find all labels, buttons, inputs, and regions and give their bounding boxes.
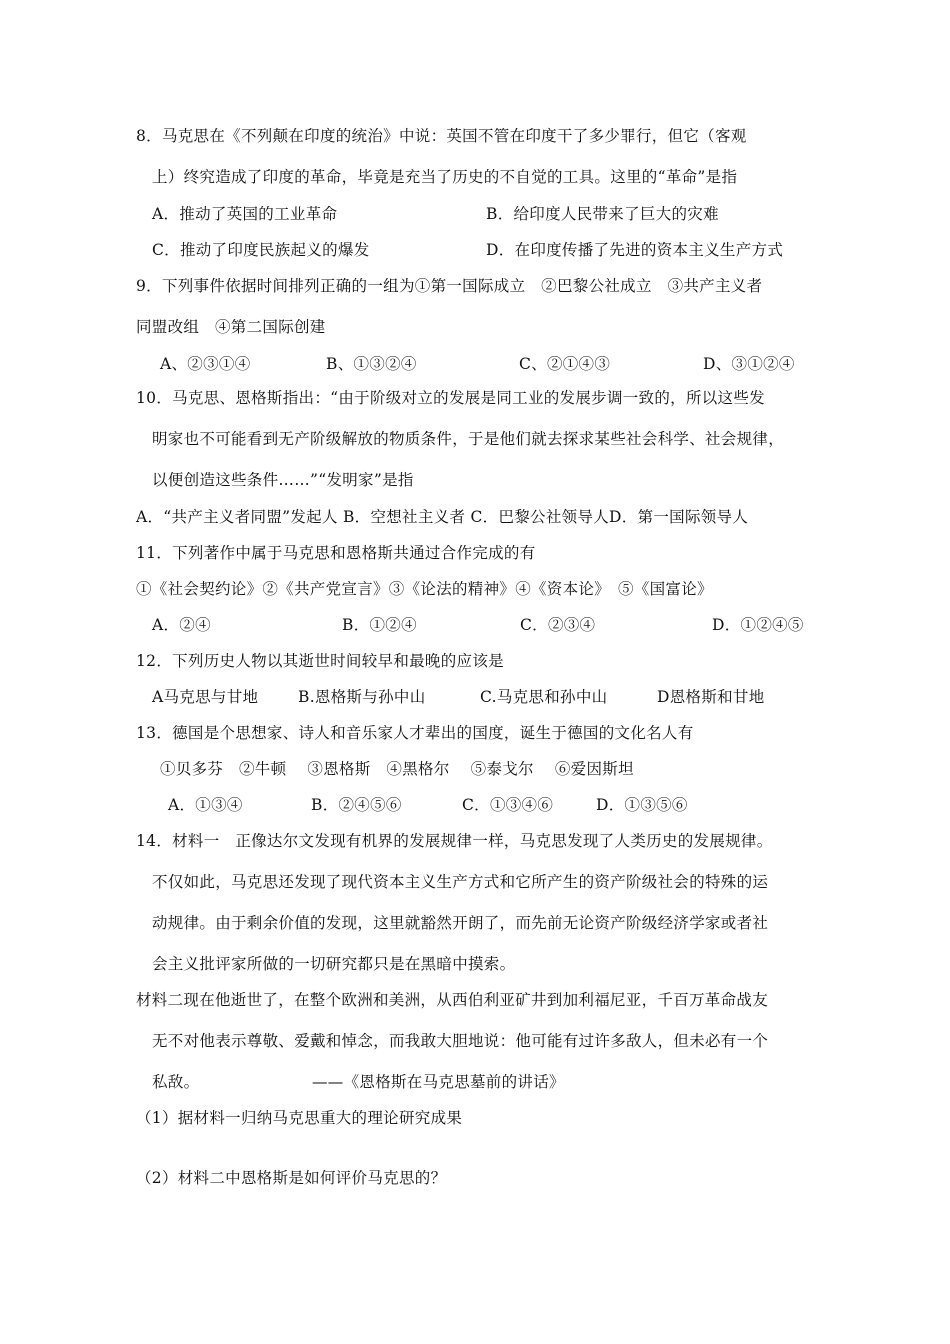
q12-option-d: D恩格斯和甘地	[657, 688, 765, 706]
q13-option-d: D．①③⑤⑥	[596, 796, 688, 814]
q13-items: ①贝多芬 ②牛顿 ③恩格斯 ④黑格尔 ⑤泰戈尔 ⑥爱因斯坦	[160, 760, 634, 778]
q13-stem: 13．德国是个思想家、诗人和音乐家人才辈出的国度，诞生于德国的文化名人有	[136, 724, 694, 742]
q9-option-c: C、②①④③	[519, 355, 611, 373]
q9-option-b: B、①③②④	[326, 355, 417, 373]
q13-option-a: A．①③④	[168, 796, 243, 814]
q12-option-a: A马克思与甘地	[152, 688, 259, 706]
q14-subquestion-2: （2）材料二中恩格斯是如何评价马克思的？	[136, 1169, 447, 1187]
q11-option-d: D．①②④⑤	[712, 616, 804, 634]
q14-material2-line-2: 无不对他表示尊敬、爱戴和悼念，而我敢大胆地说：他可能有过许多敌人，但未必有一个	[152, 1032, 769, 1050]
q14-material2-line-1: 材料二现在他逝世了，在整个欧洲和美洲，从西伯利亚矿井到加利福尼亚，千百万革命战友	[136, 991, 769, 1009]
q12-stem: 12．下列历史人物以其逝世时间较早和最晚的应该是	[136, 652, 504, 670]
q9-stem-line-1: 9．下列事件依据时间排列正确的一组为①第一国际成立 ②巴黎公社成立 ③共产主义者	[136, 277, 763, 295]
q8-stem-line-2: 上）终究造成了印度的革命，毕竟是充当了历史的不自觉的工具。这里的“革命”是指	[152, 168, 738, 186]
q8-option-d: D．在印度传播了先进的资本主义生产方式	[486, 241, 784, 259]
q9-stem-line-2: 同盟改组 ④第二国际创建	[136, 318, 326, 336]
q11-option-a: A．②④	[152, 616, 211, 634]
q14-material1-line-3: 动规律。由于剩余价值的发现，这里就豁然开朗了，而先前无论资产阶级经济学家或者社	[152, 914, 769, 932]
q14-material1-line-1: 14．材料一 正像达尔文发现有机界的发展规律一样，马克思发现了人类历史的发展规律。	[136, 832, 773, 850]
q8-option-c: C．推动了印度民族起义的爆发	[152, 241, 370, 259]
q9-option-d: D、③①②④	[703, 355, 795, 373]
q11-option-c: C．②③④	[520, 616, 596, 634]
q12-option-b: B.恩格斯与孙中山	[298, 688, 426, 706]
q10-stem-line-2: 明家也不可能看到无产阶级解放的物质条件，于是他们就去探求某些社会科学、社会规律，	[152, 430, 785, 448]
q14-subquestion-1: （1）据材料一归纳马克思重大的理论研究成果	[136, 1109, 463, 1127]
q14-source: ——《恩格斯在马克思墓前的讲话》	[312, 1073, 565, 1091]
q8-option-a: A．推动了英国的工业革命	[152, 205, 338, 223]
q10-stem-line-3: 以便创造这些条件……”“发明家”是指	[152, 471, 414, 489]
q14-material2-line-3: 私敌。	[152, 1073, 200, 1091]
q8-option-b: B．给印度人民带来了巨大的灾难	[486, 205, 719, 223]
q14-material1-line-2: 不仅如此，马克思还发现了现代资本主义生产方式和它所产生的资产阶级社会的特殊的运	[152, 873, 769, 891]
q12-option-c: C.马克思和孙中山	[480, 688, 608, 706]
q8-stem-line-1: 8．马克思在《不列颠在印度的统治》中说：英国不管在印度干了多少罪行，但它（客观	[136, 127, 747, 145]
q10-options: A．“共产主义者同盟”发起人 B．空想社主义者 C．巴黎公社领导人D．第一国际领导人	[136, 508, 749, 526]
q9-option-a: A、②③①④	[160, 355, 251, 373]
q11-option-b: B．①②④	[342, 616, 417, 634]
q14-material1-line-4: 会主义批评家所做的一切研究都只是在黑暗中摸索。	[152, 955, 516, 973]
q11-stem-line-1: 11．下列著作中属于马克思和恩格斯共通过合作完成的有	[136, 544, 536, 562]
q10-stem-line-1: 10．马克思、恩格斯指出：“由于阶级对立的发展是同工业的发展步调一致的，所以这些发	[136, 389, 765, 407]
q13-option-c: C．①③④⑥	[462, 796, 554, 814]
q11-stem-line-2: ①《社会契约论》②《共产党宣言》③《论法的精神》④《资本论》 ⑤《国富论》	[136, 580, 713, 598]
q13-option-b: B．②④⑤⑥	[311, 796, 402, 814]
